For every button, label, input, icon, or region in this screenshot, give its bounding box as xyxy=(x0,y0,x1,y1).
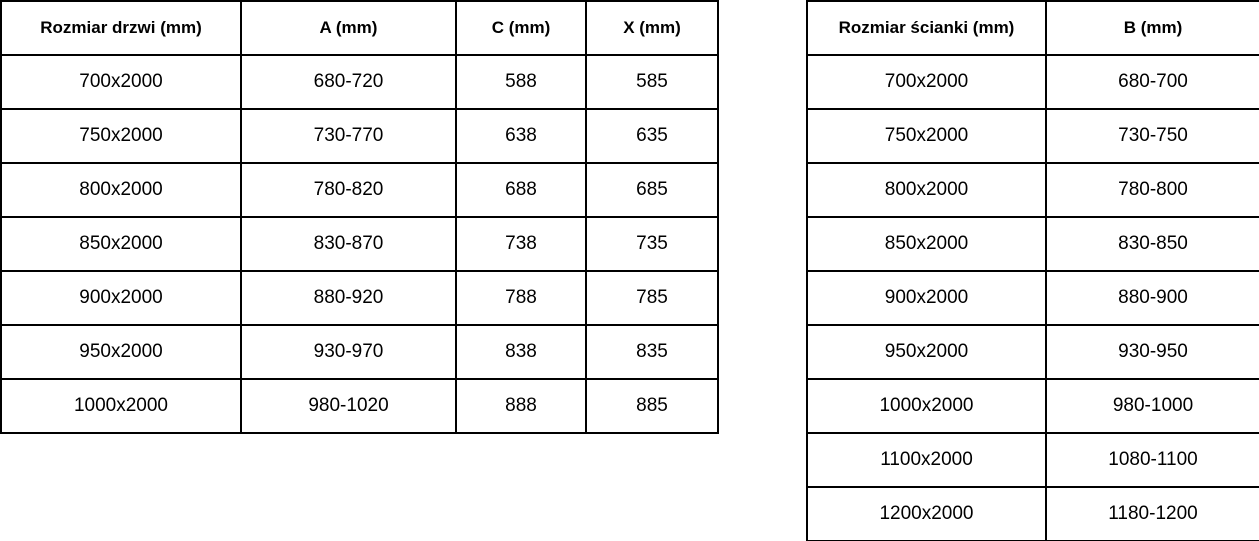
table-row xyxy=(1,379,718,433)
table-cell: 730-770 xyxy=(241,109,456,163)
table-cell: 930-970 xyxy=(241,325,456,379)
table-cell: 635 xyxy=(586,109,718,163)
table-row xyxy=(807,325,1259,379)
table-cell: 800x2000 xyxy=(807,163,1046,217)
table-cell: 735 xyxy=(586,217,718,271)
table-cell: 900x2000 xyxy=(1,271,241,325)
column-header: B (mm) xyxy=(1046,1,1259,55)
table-cell: 685 xyxy=(586,163,718,217)
table-cell: 800x2000 xyxy=(1,163,241,217)
table-cell: 680-720 xyxy=(241,55,456,109)
table-row xyxy=(1,55,718,109)
table-cell: 780-800 xyxy=(1046,163,1259,217)
table-row xyxy=(807,163,1259,217)
table-cell: 835 xyxy=(586,325,718,379)
table-cell: 1000x2000 xyxy=(807,379,1046,433)
table-row xyxy=(807,217,1259,271)
table-cell: 738 xyxy=(456,217,586,271)
table-cell: 730-750 xyxy=(1046,109,1259,163)
table-cell: 980-1000 xyxy=(1046,379,1259,433)
table-cell: 850x2000 xyxy=(807,217,1046,271)
column-header: Rozmiar ścianki (mm) xyxy=(807,1,1046,55)
table-cell: 888 xyxy=(456,379,586,433)
table-cell: 1080-1100 xyxy=(1046,433,1259,487)
table-cell: 950x2000 xyxy=(1,325,241,379)
table-row xyxy=(1,163,718,217)
table-cell: 1200x2000 xyxy=(807,487,1046,541)
table-cell: 588 xyxy=(456,55,586,109)
table-cell: 750x2000 xyxy=(1,109,241,163)
table-cell: 830-850 xyxy=(1046,217,1259,271)
table-cell: 780-820 xyxy=(241,163,456,217)
table-cell: 830-870 xyxy=(241,217,456,271)
table-cell: 880-900 xyxy=(1046,271,1259,325)
table-cell: 700x2000 xyxy=(1,55,241,109)
table-cell: 638 xyxy=(456,109,586,163)
table-row xyxy=(1,325,718,379)
column-header: C (mm) xyxy=(456,1,586,55)
table-cell: 1100x2000 xyxy=(807,433,1046,487)
table-cell: 788 xyxy=(456,271,586,325)
table-row xyxy=(807,109,1259,163)
column-header: X (mm) xyxy=(586,1,718,55)
table-cell: 838 xyxy=(456,325,586,379)
table-cell: 885 xyxy=(586,379,718,433)
table-cell: 585 xyxy=(586,55,718,109)
table-cell: 785 xyxy=(586,271,718,325)
table-row xyxy=(807,271,1259,325)
header-row xyxy=(807,1,1259,55)
header-row xyxy=(1,1,718,55)
table-row xyxy=(807,433,1259,487)
table-row xyxy=(1,271,718,325)
table-cell: 700x2000 xyxy=(807,55,1046,109)
table-row xyxy=(1,217,718,271)
table-cell: 688 xyxy=(456,163,586,217)
door-size-table xyxy=(0,0,719,434)
table-cell: 880-920 xyxy=(241,271,456,325)
table-cell: 980-1020 xyxy=(241,379,456,433)
table-cell: 1180-1200 xyxy=(1046,487,1259,541)
table-cell: 850x2000 xyxy=(1,217,241,271)
table-cell: 950x2000 xyxy=(807,325,1046,379)
table-cell: 750x2000 xyxy=(807,109,1046,163)
table-row xyxy=(1,109,718,163)
table-row xyxy=(807,487,1259,541)
column-header: A (mm) xyxy=(241,1,456,55)
column-header: Rozmiar drzwi (mm) xyxy=(1,1,241,55)
table-row xyxy=(807,379,1259,433)
table-cell: 1000x2000 xyxy=(1,379,241,433)
wall-size-table xyxy=(806,0,1259,541)
table-cell: 900x2000 xyxy=(807,271,1046,325)
table-cell: 680-700 xyxy=(1046,55,1259,109)
table-row xyxy=(807,55,1259,109)
table-cell: 930-950 xyxy=(1046,325,1259,379)
